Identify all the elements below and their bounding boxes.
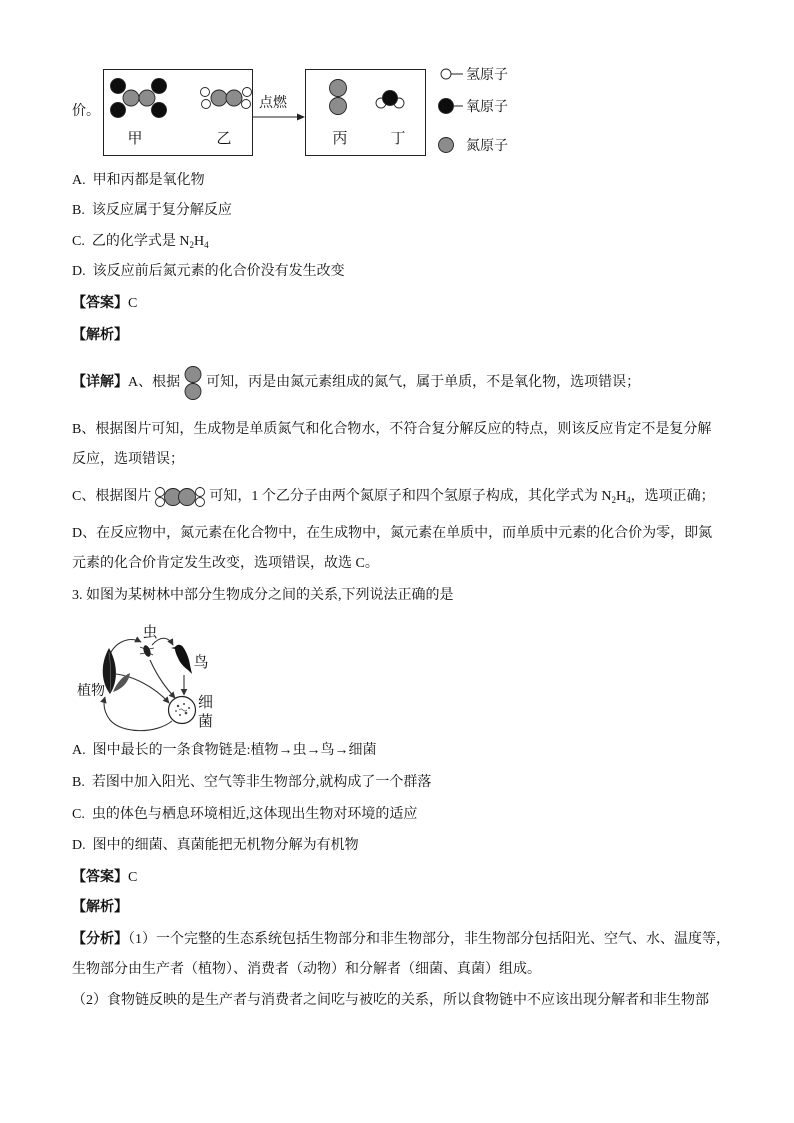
option-label: B. bbox=[72, 203, 85, 218]
detail-a-before: A、根据 bbox=[128, 375, 181, 391]
insect-icon bbox=[140, 644, 154, 657]
detail-a-after: 可知，丙是由氮元素组成的氮气，属于单质，不是氧化物，选项错误； bbox=[206, 375, 641, 391]
q3-stem bbox=[72, 586, 454, 606]
nitrogen-atom bbox=[211, 90, 227, 106]
explanation-tag: 【分析】 bbox=[72, 932, 128, 947]
plant-label: 植物 bbox=[77, 684, 105, 699]
nitrogen-molecule-icon bbox=[183, 365, 203, 401]
plant-icon bbox=[103, 648, 130, 694]
option-text: 乙的化学式是 N bbox=[91, 234, 190, 249]
option-text: 图中最长的一条食物链是:植物→虫→鸟→细菌 bbox=[92, 743, 377, 758]
q2-stem-tail-text: 价。 bbox=[72, 104, 100, 119]
bacteria-dot bbox=[188, 707, 190, 709]
q2-option-d bbox=[72, 262, 345, 282]
molecule-jia bbox=[111, 79, 167, 118]
legend-oxygen-icon bbox=[439, 99, 454, 114]
detail-line-c bbox=[72, 487, 715, 507]
subscript: 4 bbox=[626, 495, 631, 506]
bacteria-dot bbox=[177, 705, 179, 707]
answer-value: C bbox=[128, 296, 138, 311]
hydrogen-atom bbox=[242, 100, 251, 109]
detail-c-after: 可知，1 个乙分子由两个氮原子和四个氢原子构成，其化学式为 N bbox=[209, 489, 612, 505]
molecule-yi bbox=[201, 88, 252, 109]
subscript: 2 bbox=[611, 495, 616, 506]
analysis-tag: 【解析】 bbox=[72, 328, 128, 343]
reactant-a-label: 甲 bbox=[127, 131, 143, 147]
bacteria-dot bbox=[179, 714, 181, 716]
q3-option-a bbox=[72, 741, 377, 761]
detail-d-text: D、在反应物中，氮元素在化合物中，在生成物中，氮元素在单质中，而单质中元素的化合价为零，即氮 bbox=[72, 526, 713, 541]
formula-element: H bbox=[615, 489, 627, 505]
q3-option-d bbox=[72, 836, 359, 856]
subscript: 2 bbox=[189, 240, 194, 250]
q2-option-c bbox=[72, 232, 209, 252]
q3-explanation-line2 bbox=[72, 960, 541, 980]
hydrogen-atom bbox=[201, 88, 210, 97]
formula-element: H bbox=[193, 234, 205, 249]
q3-answer bbox=[72, 868, 137, 888]
product-a-label: 丙 bbox=[332, 131, 348, 147]
nitrogen-molecule-svg bbox=[183, 365, 203, 401]
product-b-label: 丁 bbox=[390, 131, 406, 147]
nitrogen-atom bbox=[330, 98, 347, 115]
q3-explanation-line1 bbox=[72, 930, 730, 950]
detail-line-b1 bbox=[72, 420, 711, 440]
hydrogen-atom bbox=[196, 498, 205, 507]
hydrogen-atom bbox=[243, 88, 252, 97]
legend-hydrogen-label: 氢原子 bbox=[466, 68, 508, 83]
legend-nitrogen-label: 氮原子 bbox=[466, 139, 508, 154]
bird-icon bbox=[171, 645, 192, 674]
nitrogen-atom bbox=[185, 367, 201, 383]
reaction-diagram bbox=[100, 62, 520, 162]
insect-body bbox=[142, 644, 152, 657]
nitrogen-atom bbox=[185, 384, 201, 400]
explanation-text: （2）食物链反映的是生产者与消费者之间吃与被吃的关系，所以食物链中不应该出现分解者和非生物部 bbox=[72, 993, 709, 1008]
hydrazine-molecule-icon bbox=[154, 485, 206, 509]
q2-option-b bbox=[72, 201, 232, 221]
detail-c-end: ，选项正确； bbox=[630, 489, 715, 505]
option-label: D. bbox=[72, 838, 86, 853]
option-text: 图中的细菌、真菌能把无机物分解为有机物 bbox=[92, 838, 359, 853]
oxygen-atom bbox=[152, 79, 167, 94]
molecule-ding bbox=[376, 91, 404, 109]
detail-line-d1 bbox=[72, 524, 712, 544]
hydrogen-atom bbox=[202, 100, 211, 109]
arrow-insect-to-bacteria bbox=[150, 660, 175, 698]
bacteria-dot bbox=[175, 710, 177, 712]
option-label: A. bbox=[72, 743, 86, 758]
option-text: 该反应前后氮元素的化合价没有发生改变 bbox=[92, 264, 345, 279]
option-label: A. bbox=[72, 173, 86, 188]
option-label: B. bbox=[72, 775, 85, 790]
legend-nitrogen-icon bbox=[439, 138, 454, 153]
legend-hydrogen-icon bbox=[441, 69, 451, 79]
detail-line-b2 bbox=[72, 450, 184, 470]
arrow-bacteria-to-plant bbox=[104, 697, 172, 731]
detail-line-d2 bbox=[72, 554, 379, 574]
bacteria-icon bbox=[169, 697, 196, 724]
option-label: C. bbox=[72, 807, 85, 822]
q2-analysis-heading bbox=[72, 326, 128, 346]
insect-label: 虫 bbox=[142, 625, 158, 641]
option-text: 若图中加入阳光、空气等非生物部分,就构成了一个群落 bbox=[91, 775, 432, 790]
molecule-bing bbox=[330, 80, 347, 115]
bacteria-dot bbox=[183, 703, 185, 705]
answer-value: C bbox=[128, 870, 138, 885]
detail-tag: 【详解】 bbox=[72, 375, 128, 391]
option-label: D. bbox=[72, 264, 86, 279]
detail-line-a bbox=[72, 373, 640, 393]
atom-legend bbox=[439, 67, 509, 154]
nitrogen-atom bbox=[179, 489, 196, 506]
oxygen-atom bbox=[111, 103, 126, 118]
detail-d-text: 元素的化合价肯定发生改变，选项错误，故选 C。 bbox=[72, 556, 379, 571]
answer-tag: 【答案】 bbox=[72, 870, 128, 885]
hydrogen-atom bbox=[196, 488, 205, 497]
oxygen-atom bbox=[383, 91, 398, 106]
q2-stem-tail bbox=[72, 102, 100, 122]
bacteria-label: 细菌 bbox=[198, 695, 214, 730]
explanation-text: 生物部分由生产者（植物）、消费者（动物）和分解者（细菌、真菌）组成。 bbox=[72, 962, 541, 977]
q2-option-a bbox=[72, 171, 205, 191]
reaction-arrow-head bbox=[297, 114, 305, 121]
hydrogen-atom bbox=[156, 488, 165, 497]
q3-stem-text: 3. 如图为某树林中部分生物成分之间的关系,下列说法正确的是 bbox=[72, 588, 454, 603]
product-box bbox=[306, 70, 426, 156]
q3-explanation-line3 bbox=[72, 991, 709, 1011]
insect-leg bbox=[149, 648, 154, 649]
detail-c-before: C、根据图片 bbox=[72, 489, 152, 505]
answer-tag: 【答案】 bbox=[72, 296, 128, 311]
bacteria-dot bbox=[185, 712, 188, 715]
oxygen-atom bbox=[152, 103, 167, 118]
option-text: 甲和丙都是氧化物 bbox=[92, 173, 205, 188]
subscript: 4 bbox=[204, 240, 209, 250]
reaction-condition: 点燃 bbox=[259, 96, 287, 111]
nitrogen-atom bbox=[226, 90, 242, 106]
hydrazine-molecule-svg bbox=[154, 485, 206, 509]
reactant-b-label: 乙 bbox=[216, 131, 232, 147]
option-text: 该反应属于复分解反应 bbox=[91, 203, 232, 218]
q3-option-c bbox=[72, 805, 417, 825]
hydrogen-atom bbox=[156, 498, 165, 507]
nitrogen-atom bbox=[330, 80, 347, 97]
q2-answer bbox=[72, 294, 137, 314]
detail-b-text: 反应，选项错误； bbox=[72, 452, 184, 467]
explanation-text: （1）一个完整的生态系统包括生物部分和非生物部分，非生物部分包括阳光、空气、水、温度等， bbox=[128, 932, 730, 947]
option-label: C. bbox=[72, 234, 85, 249]
nitrogen-atom bbox=[123, 90, 139, 106]
q3-analysis-heading bbox=[72, 898, 128, 918]
q3-option-b bbox=[72, 773, 431, 793]
insect-leg bbox=[140, 653, 145, 654]
detail-b-text: B、根据图片可知，生成物是单质氮气和化合物水，不符合复分解反应的特点，则该反应肯定不是复分解 bbox=[72, 422, 712, 437]
analysis-tag: 【解析】 bbox=[72, 900, 128, 915]
bacteria-circle bbox=[169, 697, 196, 724]
bird-label: 鸟 bbox=[193, 655, 209, 671]
legend-oxygen-label: 氧原子 bbox=[466, 100, 508, 115]
oxygen-atom bbox=[111, 79, 126, 94]
nitrogen-atom bbox=[139, 90, 155, 106]
option-text: 虫的体色与栖息环境相近,这体现出生物对环境的适应 bbox=[91, 807, 418, 822]
